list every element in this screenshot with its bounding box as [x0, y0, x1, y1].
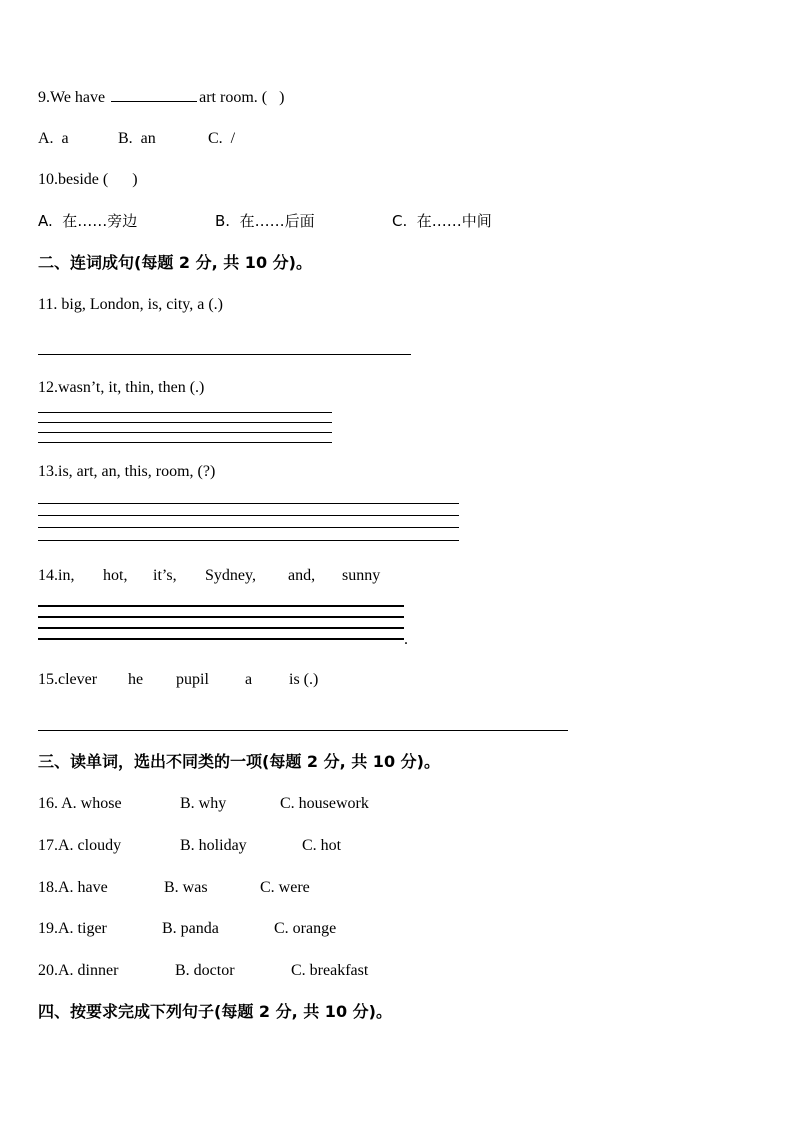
section-4-heading: 四、按要求完成下列句子(每题 2 分, 共 10 分)。: [38, 1002, 392, 1021]
question-10: 10.beside ( ): [38, 171, 138, 188]
q10-option-a: A. 在……旁边: [38, 212, 138, 230]
q13-answer-line: [38, 540, 459, 541]
q19-option-b: B. panda: [162, 920, 219, 937]
q20-option-a: 20.A. dinner: [38, 962, 119, 979]
section-2-heading: 二、连词成句(每题 2 分, 共 10 分)。: [38, 253, 312, 272]
q10-option-b: B. 在……后面: [215, 212, 315, 230]
q14-word: and,: [288, 567, 316, 584]
q17-option-c: C. hot: [302, 837, 342, 854]
q14-end-mark: .: [404, 631, 408, 648]
q9-option-a: A. a: [38, 130, 69, 147]
q14-word: hot,: [103, 567, 128, 584]
q15-word: he: [128, 671, 144, 688]
q16-option-c: C. housework: [280, 795, 369, 812]
q11-answer-line: [38, 354, 411, 355]
q18-option-c: C. were: [260, 879, 310, 896]
question-13: 13.is, art, an, this, room, (?): [38, 463, 216, 480]
q9-option-b: B. an: [118, 130, 156, 147]
q18-option-a: 18.A. have: [38, 879, 108, 896]
q14-answer-line: [38, 638, 404, 640]
q9-prefix: 9.We have: [38, 89, 106, 106]
q13-answer-line: [38, 515, 459, 516]
q12-answer-line: [38, 432, 332, 433]
q16-option-b: B. why: [180, 795, 227, 812]
q17-option-a: 17.A. cloudy: [38, 837, 122, 854]
q15-answer-line: [38, 730, 568, 731]
q14-word: it’s,: [153, 567, 177, 584]
q20-option-c: C. breakfast: [291, 962, 369, 979]
q19-option-a: 19.A. tiger: [38, 920, 107, 937]
q19-option-c: C. orange: [274, 920, 337, 937]
q20-option-b: B. doctor: [175, 962, 235, 979]
q12-answer-line: [38, 422, 332, 423]
q14-answer-line: [38, 616, 404, 618]
q13-answer-line: [38, 503, 459, 504]
q14-word: sunny: [342, 567, 381, 584]
q15-word: is (.): [289, 671, 319, 688]
q14-word: Sydney,: [205, 567, 256, 584]
q13-answer-line: [38, 527, 459, 528]
q9-blank: [111, 87, 197, 102]
section-3-heading: 三、读单词，选出不同类的一项(每题 2 分, 共 10 分)。: [38, 752, 440, 771]
q12-answer-line: [38, 442, 332, 443]
q12-answer-line: [38, 412, 332, 413]
question-9: [38, 87, 284, 108]
q14-answer-line: [38, 605, 404, 607]
q18-option-b: B. was: [164, 879, 208, 896]
q15-word: 15.clever: [38, 671, 98, 688]
q9-option-c: C. /: [208, 130, 236, 147]
q10-option-c: C. 在……中间: [392, 212, 492, 230]
q9-suffix: art room. ( ): [199, 89, 285, 106]
q15-word: pupil: [176, 671, 209, 688]
question-11: 11. big, London, is, city, a (.): [38, 296, 224, 313]
q16-option-a: 16. A. whose: [38, 795, 122, 812]
q15-word: a: [245, 671, 253, 688]
q17-option-b: B. holiday: [180, 837, 247, 854]
q14-answer-line: [38, 627, 404, 629]
q14-word: 14.in,: [38, 567, 75, 584]
question-12: 12.wasn’t, it, thin, then (.): [38, 379, 205, 396]
